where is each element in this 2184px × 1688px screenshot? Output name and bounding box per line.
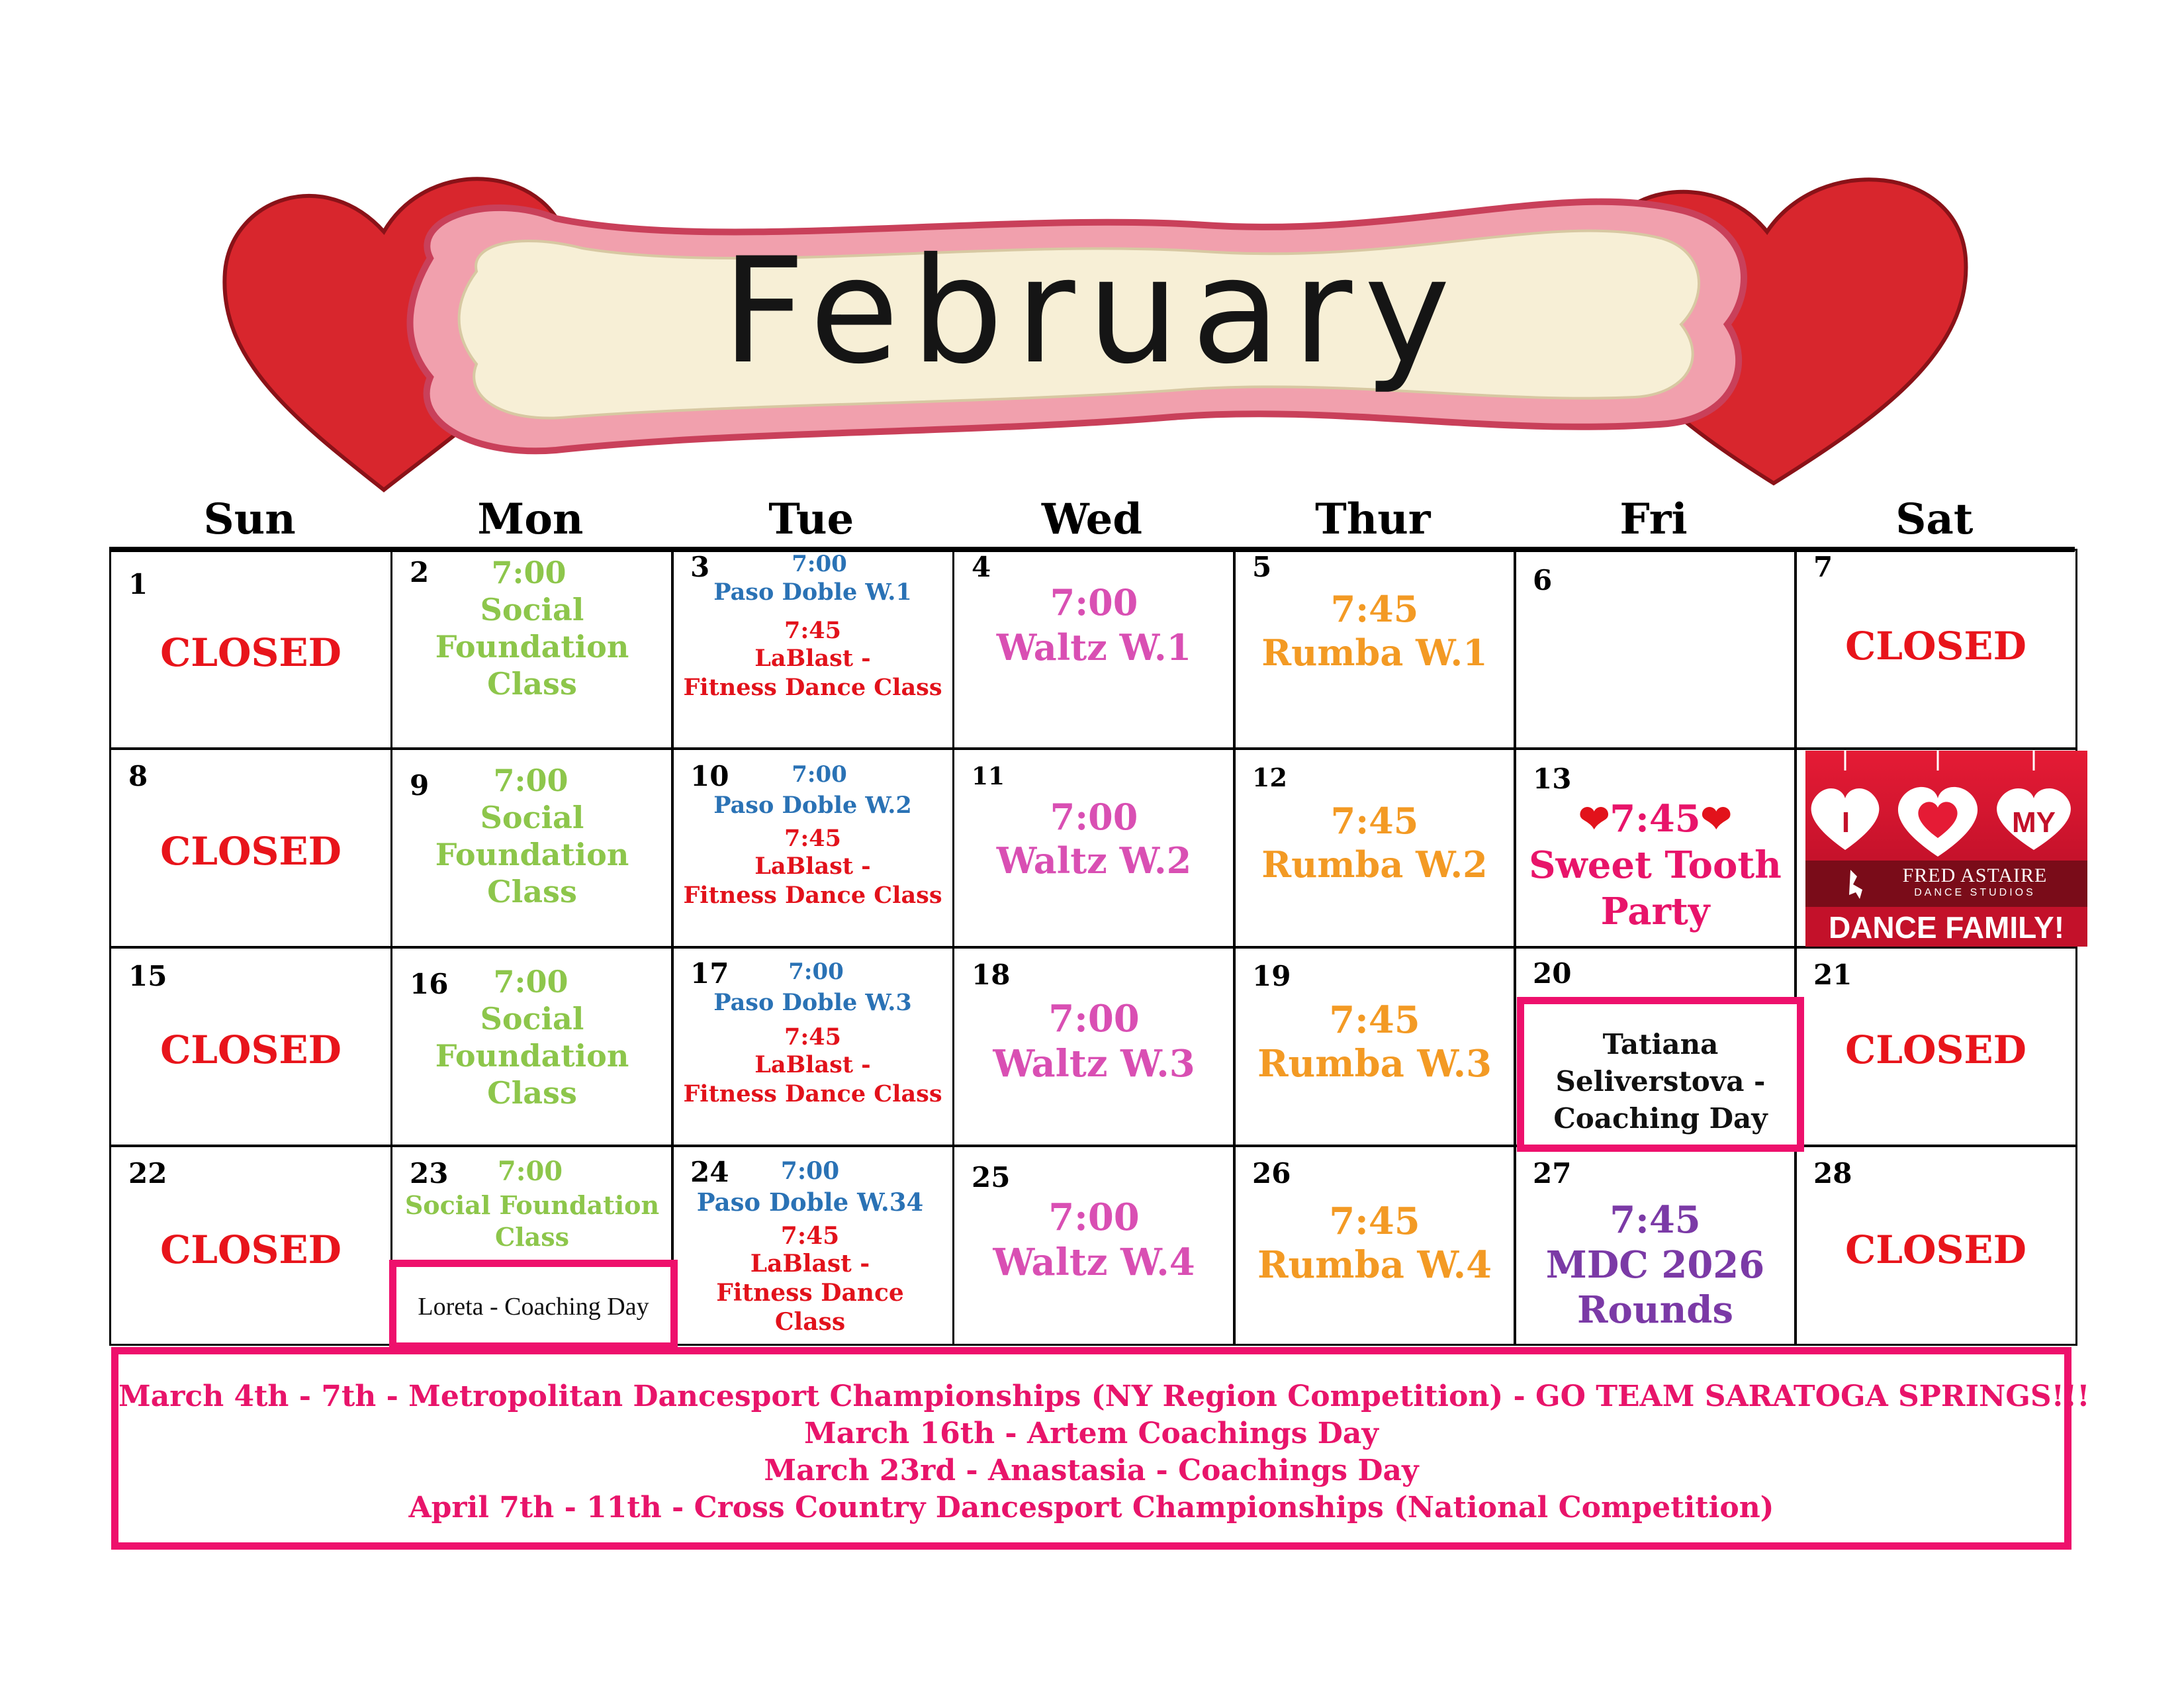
event-time: 7:45: [1330, 588, 1419, 630]
event-time: 7:45: [1610, 797, 1701, 841]
heart-icon: ❤: [1578, 797, 1610, 841]
heart-icon: ❤: [1700, 797, 1732, 841]
footer-event-line: April 7th - 11th - Cross Country Dancesport Championships (National Competition): [408, 1491, 1774, 1524]
coaching-day-box-loreta: [389, 1260, 678, 1350]
day-cell-26: [1233, 1145, 1516, 1346]
day-number: 21: [1813, 959, 1852, 991]
event-title: Paso Doble W.2: [713, 792, 912, 819]
day-cell-7: [1794, 549, 2077, 750]
coaching-day-box-tatiana: [1517, 997, 1804, 1152]
event-title: Rumba W.3: [1257, 1042, 1492, 1086]
weekday-mon: Mon: [477, 494, 584, 544]
event-title: Social: [480, 1001, 584, 1037]
event-title: Class: [774, 1308, 846, 1336]
event-title: Social Foundation: [404, 1190, 660, 1220]
day-cell-19: [1233, 946, 1516, 1147]
event-title: LaBlast -: [750, 1250, 870, 1278]
weekday-fri: Fri: [1619, 494, 1688, 544]
event-title: Foundation: [435, 1038, 629, 1074]
day-cell-1: [109, 549, 392, 750]
february-banner: [212, 139, 1972, 510]
event-title: LaBlast -: [754, 853, 871, 880]
event-time: 7:00: [792, 761, 847, 788]
day-cell-18: [952, 946, 1236, 1147]
day-cell-12: [1233, 747, 1516, 949]
day-cell-4: [952, 549, 1236, 750]
day-cell-16: [390, 946, 674, 1147]
day-cell-21: [1794, 946, 2077, 1147]
event-title: Tatiana: [1602, 1028, 1719, 1060]
event-title: Rounds: [1576, 1288, 1733, 1332]
day-number: 17: [690, 957, 729, 990]
closed-label: CLOSED: [1845, 1027, 2026, 1072]
event-time: 7:00: [1048, 1196, 1140, 1239]
event-title: Rumba W.2: [1261, 843, 1488, 886]
event-title: Fitness Dance: [716, 1279, 904, 1307]
event-title: Waltz W.1: [996, 626, 1192, 669]
event-title: Social: [480, 592, 584, 628]
weekday-sat: Sat: [1895, 494, 1974, 544]
day-cell-24: [671, 1145, 954, 1346]
event-title: Rumba W.1: [1261, 632, 1488, 674]
event-title: Class: [494, 1222, 570, 1252]
event-time: 7:45: [1329, 1199, 1420, 1243]
day-cell-11: [952, 747, 1236, 949]
event-time: 7:45: [784, 1023, 841, 1051]
event-title: Paso Doble W.3: [713, 989, 912, 1016]
event-title: Paso Doble W.1: [713, 579, 912, 606]
event-title: LaBlast -: [754, 1051, 871, 1078]
promo-family: DANCE FAMILY!: [1828, 910, 2065, 945]
event-title: Rumba W.4: [1257, 1243, 1492, 1287]
day-number: 13: [1533, 763, 1572, 795]
day-number: 8: [128, 760, 148, 792]
day-cell-3: [671, 549, 954, 750]
day-number: 24: [690, 1156, 729, 1188]
day-cell-22: [109, 1145, 392, 1346]
event-title: Waltz W.2: [996, 839, 1192, 882]
event-title: Loreta - Coaching Day: [418, 1293, 649, 1321]
month-title: February: [721, 226, 1463, 396]
weekday-sun: Sun: [203, 494, 296, 544]
day-cell-5: [1233, 549, 1516, 750]
promo-brand: FRED ASTAIRE: [1902, 865, 2048, 886]
event-title: Coaching Day: [1553, 1102, 1768, 1135]
day-number: 15: [128, 960, 167, 992]
event-time: 7:00: [1050, 796, 1138, 838]
event-title: Waltz W.3: [993, 1042, 1195, 1086]
day-number: 4: [972, 551, 991, 583]
weekday-thur: Thur: [1315, 494, 1431, 544]
footer-event-line: March 23rd - Anastasia - Coachings Day: [764, 1454, 1419, 1487]
closed-label: CLOSED: [1845, 1227, 2026, 1272]
closed-label: CLOSED: [160, 630, 341, 675]
event-title: Party: [1600, 890, 1710, 933]
weekday-wed: Wed: [1041, 494, 1143, 544]
day-number: 28: [1813, 1157, 1852, 1190]
day-number: 3: [690, 551, 710, 583]
day-number: 20: [1533, 957, 1572, 990]
day-number: 12: [1252, 763, 1287, 792]
event-time: 7:00: [497, 1156, 563, 1187]
day-cell-25: [952, 1145, 1236, 1346]
day-cell-27: [1514, 1145, 1797, 1346]
event-time: 7:00: [792, 551, 847, 577]
day-cell-6: [1514, 549, 1797, 750]
event-title: Foundation: [435, 837, 629, 872]
event-time: 7:00: [1048, 997, 1140, 1041]
event-time-row: [1516, 797, 1795, 841]
day-number: 1: [128, 568, 148, 600]
event-time: 7:00: [493, 763, 569, 798]
calendar-grid: [109, 549, 2075, 1345]
event-time: 7:00: [493, 964, 569, 1000]
day-number: 27: [1533, 1157, 1572, 1190]
event-title: Class: [487, 874, 577, 910]
event-title: Waltz W.4: [993, 1241, 1195, 1284]
event-time: 7:45: [784, 617, 841, 644]
event-time: 7:45: [1329, 998, 1420, 1042]
event-time: 7:00: [788, 959, 844, 985]
day-number: 6: [1533, 564, 1553, 596]
day-number: 22: [128, 1157, 167, 1190]
promo-brand-sub: DANCE STUDIOS: [1914, 887, 2036, 898]
i-love-my-dance-family-image: [1805, 751, 2087, 947]
day-number: 25: [972, 1161, 1011, 1194]
event-time: 7:00: [491, 555, 567, 590]
event-time: 7:45: [1330, 800, 1419, 842]
event-title: Class: [487, 666, 577, 702]
day-cell-17: [671, 946, 954, 1147]
promo-text-i: I: [1841, 806, 1850, 839]
footer-event-line: March 16th - Artem Coachings Day: [804, 1417, 1379, 1450]
day-number: 23: [410, 1157, 449, 1190]
day-cell-2: [390, 549, 674, 750]
day-number: 2: [410, 556, 430, 588]
event-title: Fitness Dance Class: [683, 882, 942, 909]
event-title: Paso Doble W.34: [696, 1188, 924, 1217]
footer-event-line: March 4th - 7th - Metropolitan Dancesport Championships (NY Region Competition) - GO TEAM SARATOGA SPRINGS!!!: [118, 1380, 2090, 1413]
day-number: 16: [410, 968, 449, 1000]
weekday-header-row: [109, 490, 2075, 549]
day-cell-15: [109, 946, 392, 1147]
promo-text-my: MY: [2012, 806, 2056, 839]
day-number: 19: [1252, 960, 1291, 992]
event-time: 7:00: [1050, 581, 1138, 624]
event-time: 7:00: [780, 1157, 840, 1185]
event-title: Seliverstova -: [1555, 1065, 1766, 1098]
event-title: Sweet Tooth: [1529, 843, 1782, 887]
day-number: 7: [1813, 551, 1833, 583]
weekday-tue: Tue: [768, 494, 854, 544]
day-cell-28: [1794, 1145, 2077, 1346]
event-title: Fitness Dance Class: [683, 1080, 942, 1107]
day-number: 11: [972, 763, 1005, 790]
day-number: 5: [1252, 551, 1272, 583]
event-title: Fitness Dance Class: [683, 674, 942, 701]
event-title: Class: [487, 1075, 577, 1111]
event-title: Social: [480, 800, 584, 835]
day-cell-10: [671, 747, 954, 949]
event-title: Foundation: [435, 629, 629, 665]
event-time: 7:45: [780, 1222, 840, 1250]
closed-label: CLOSED: [160, 1227, 341, 1272]
day-cell-13: [1514, 747, 1797, 949]
day-number: 10: [690, 760, 729, 792]
event-time: 7:45: [784, 825, 841, 852]
day-number: 26: [1252, 1157, 1291, 1190]
event-time: 7:45: [1610, 1198, 1701, 1242]
upcoming-events-box: [111, 1347, 2090, 1550]
day-cell-8: [109, 747, 392, 949]
day-number: 9: [410, 769, 430, 802]
day-cell-9: [390, 747, 674, 949]
closed-label: CLOSED: [1845, 624, 2026, 669]
event-title: MDC 2026: [1545, 1243, 1765, 1287]
day-number: 18: [972, 959, 1011, 991]
closed-label: CLOSED: [160, 1027, 341, 1072]
event-title: LaBlast -: [754, 645, 871, 672]
closed-label: CLOSED: [160, 829, 341, 874]
